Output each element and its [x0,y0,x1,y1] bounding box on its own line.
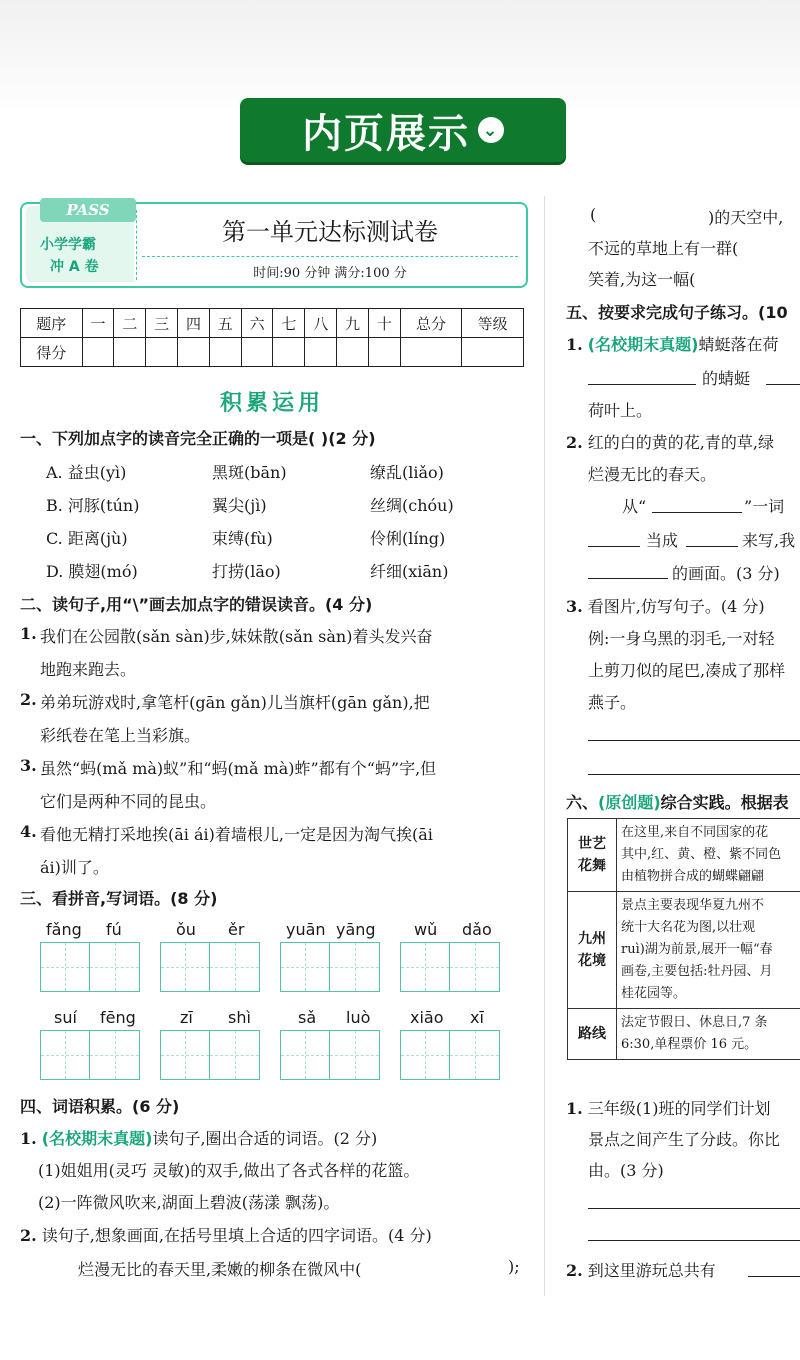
score-cell: 三 [146,309,178,338]
score-input[interactable] [114,338,146,367]
pinyin: ěr [228,920,245,939]
option-c-word-2: 束缚(fù) [212,529,273,548]
fill-sentence: 烂漫无比的春天里,柔嫩的柳条在微风中( [78,1260,362,1279]
item-number: 2. [566,1261,583,1280]
info-text [617,892,800,1009]
item-text: 景点之间产生了分歧。你比 [588,1130,781,1149]
pinyin: zī [180,1008,193,1027]
pinyin: fú [106,920,122,939]
pinyin: yuān [286,920,326,939]
label-line: 世艺 花舞 [578,836,606,874]
info-label [568,819,617,892]
example-text: 燕子。 [588,693,637,712]
example-text: 例:一身乌黑的羽毛,一对轻 [588,629,775,648]
info-text [617,819,800,892]
writing-cell[interactable] [160,1030,210,1080]
item-text: 的蜻蜓 [702,369,751,388]
item-text: 到这里游玩总共有 [587,1261,716,1280]
score-cell: 五 [209,309,241,338]
score-cell: 四 [178,309,210,338]
score-cell: 九 [337,309,369,338]
info-line: 其中,红、黄、橙、紫不同色 [621,847,782,862]
score-cell: 题序 [21,309,83,338]
item-number: 4. [20,822,37,841]
chevron-down-icon[interactable]: ⌄ [478,117,504,143]
writing-cell[interactable] [450,942,500,992]
item-1 [20,1126,377,1149]
item-number: 2. [20,690,37,709]
option-d-word-2: 打捞(lāo) [212,562,281,581]
continued-line: )的天空中, [708,208,784,227]
writing-cell[interactable] [400,942,450,992]
info-label [568,1009,617,1060]
item-text: 的画面。(3 分) [672,564,780,583]
score-input[interactable] [178,338,210,367]
item-text: ”一词 [744,497,785,516]
writing-cell[interactable] [40,1030,90,1080]
sentence-line: 虽然“蚂(mǎ mà)蚁”和“蚂(mǎ mà)蚱”都有个“蚂”字,但 [40,759,437,778]
q5-item-2 [566,430,774,453]
info-line: 画卷,主要包括:牡丹园、月 [621,964,773,979]
pinyin: dǎo [462,920,492,939]
info-line: 6:30,单程票价 16 元。 [621,1037,758,1052]
info-table [567,818,800,1060]
q6-prefix: 六、 [566,793,599,812]
option-b-word-2: 翼尖(jì) [212,496,267,515]
pinyin: wǔ [414,920,438,939]
item-text: 看图片,仿写句子。(4 分) [587,597,765,616]
sentence-line: 地跑来跑去。 [40,660,137,679]
choice-sentence[interactable]: (2)一阵微风吹来,湖面上碧波(荡漾 飘荡)。 [38,1193,340,1212]
answer-line[interactable] [588,1208,800,1209]
option-b[interactable]: B. 河豚(tún) [46,496,140,515]
info-row [568,892,800,1009]
info-line: 在这里,来自不同国家的花 [621,825,769,840]
sentence-line: 它们是两种不同的昆虫。 [40,792,217,811]
info-text [617,1009,800,1060]
pinyin: sǎ [298,1008,317,1027]
score-header-row [21,309,524,338]
continued-line: 不远的草地上有一群( [588,239,739,258]
q5-item-3 [566,594,765,617]
choice-sentence[interactable]: (1)姐姐用(灵巧 灵敏)的双手,做出了各式各样的花篮。 [38,1161,420,1180]
question-3: 三、看拼音,写词语。(8 分) [20,889,218,908]
info-row [568,819,800,892]
exam-title: 第一单元达标测试卷 [222,218,438,246]
item-number: 2. [20,1226,37,1245]
score-label: 得分 [21,338,83,367]
q5-item-1 [566,332,778,355]
writing-cell[interactable] [160,942,210,992]
pinyin: ǒu [176,920,196,939]
question-1: 一、下列加点字的读音完全正确的一项是( )(2 分) [20,429,376,448]
option-a-word-3: 缭乱(liǎo) [370,463,444,482]
score-value-row [21,338,524,367]
option-c[interactable]: C. 距离(jù) [46,529,128,548]
writing-grid [280,1030,380,1080]
writing-cell[interactable] [40,942,90,992]
pinyin: suí [54,1008,77,1027]
score-input[interactable] [400,338,462,367]
sentence-line: 彩纸卷在笔上当彩旗。 [40,726,201,745]
answer-blank[interactable] [748,1276,800,1277]
score-input[interactable] [146,338,178,367]
q6-item-1 [566,1096,770,1119]
source-tag: (名校期末真题) [587,335,699,354]
score-input[interactable] [337,338,369,367]
brand-line-2: 冲 A 卷 [50,259,99,275]
item-number: 1. [20,624,37,643]
option-d-word-3: 纤细(xiān) [370,562,449,581]
writing-grid [160,942,260,992]
pinyin: fǎng [46,920,82,939]
score-table [20,308,524,367]
item-text: 由。(3 分) [588,1161,664,1180]
score-cell: 七 [273,309,305,338]
answer-blank[interactable] [588,546,640,547]
writing-cell[interactable] [400,1030,450,1080]
sentence-line: 我们在公园散(sǎn sàn)步,妹妹散(sǎn sàn)着头发兴奋 [40,627,433,646]
score-input[interactable] [82,338,114,367]
writing-cell[interactable] [210,1030,260,1080]
question-4: 四、词语积累。(6 分) [20,1097,180,1116]
column-divider [544,196,545,1296]
option-d[interactable]: D. 膜翅(mó) [46,562,138,581]
answer-blank[interactable] [686,546,738,547]
continued-line: ( [590,205,597,224]
score-cell: 八 [305,309,337,338]
item-number: 3. [566,597,583,616]
question-2: 二、读句子,用“\”画去加点字的错误读音。(4 分) [20,595,373,614]
brand-line-1: 小学学霸 [40,237,96,253]
answer-blank[interactable] [766,384,800,385]
item-text: 从“ [622,497,647,516]
pinyin: xiāo [410,1008,444,1027]
score-cell: 六 [241,309,273,338]
item-text: 荷叶上。 [588,401,653,420]
writing-cell[interactable] [330,942,380,992]
score-input[interactable] [209,338,241,367]
source-tag: (名校期末真题) [41,1129,153,1148]
answer-blank[interactable] [652,512,742,513]
answer-blank[interactable] [588,384,696,385]
item-text: 烂漫无比的春天。 [588,465,717,484]
info-line: 由植物拼合成的蝴蝶翩翩 [621,869,765,884]
answer-line[interactable] [588,774,800,775]
option-a-word-2: 黑斑(bān) [212,463,287,482]
score-cell: 总分 [400,309,462,338]
item-number: 2. [566,433,583,452]
item-text: 蜻蜓落在荷 [698,335,779,354]
score-input[interactable] [241,338,273,367]
question-6 [566,790,789,813]
info-line: 统十大名花为图,以壮观 [621,920,756,935]
score-cell: 二 [114,309,146,338]
pinyin: yāng [336,920,376,939]
writing-cell[interactable] [450,1030,500,1080]
item-text: 红的白的黄的花,青的草,绿 [587,433,774,452]
score-cell: 一 [82,309,114,338]
writing-grid [400,1030,500,1080]
score-cell: 十 [368,309,400,338]
q6-stem: 综合实践。根据表 [660,793,789,812]
item-text: 读句子,想象画面,在括号里填上合适的四字词语。(4 分) [41,1226,432,1245]
writing-grid [40,1030,140,1080]
section-title: 积累运用 [219,391,324,416]
divider [142,256,518,257]
pinyin: luò [346,1008,371,1027]
writing-cell[interactable] [280,942,330,992]
divider [136,210,137,280]
score-input[interactable] [273,338,305,367]
item-number: 1. [566,1099,583,1118]
writing-grid [280,942,380,992]
option-a[interactable]: A. 益虫(yì) [46,463,127,482]
score-input[interactable] [305,338,337,367]
writing-grid [40,942,140,992]
top-background [0,0,800,112]
pinyin: shì [228,1008,251,1027]
exam-meta: 时间:90 分钟 满分:100 分 [253,266,407,281]
inner-page-banner [240,98,566,162]
answer-line[interactable] [588,740,800,741]
example-text: 上剪刀似的尾巴,凑成了那样 [588,661,786,680]
pinyin: fēng [100,1008,136,1027]
q6-item-2 [566,1258,716,1281]
writing-cell[interactable] [90,942,140,992]
item-2 [20,1223,432,1246]
answer-line[interactable] [588,1240,800,1241]
info-line: 景点主要表现华夏九州不 [621,898,765,913]
option-b-word-3: 丝绸(chóu) [370,496,454,515]
writing-cell[interactable] [280,1030,330,1080]
writing-cell[interactable] [90,1030,140,1080]
item-number: 1. [20,1129,37,1148]
pinyin: xī [470,1008,484,1027]
item-text: 三年级(1)班的同学们计划 [587,1099,771,1118]
info-line: 桂花园等。 [621,986,687,1001]
writing-cell[interactable] [330,1030,380,1080]
info-line: ruì)湖为前景,展开一幅“春 [621,942,773,957]
info-label [568,892,617,1009]
fill-sentence-end: ); [508,1257,520,1276]
sentence-line: 看他无精打采地挨(āi ái)着墙根儿,一定是因为淘气挨(āi [40,825,433,844]
item-number: 1. [566,335,583,354]
item-text: 当成 [646,531,679,550]
score-input[interactable] [462,338,524,367]
banner-title: 内页展示 [302,110,470,157]
question-5: 五、按要求完成句子练习。(10 [566,303,788,322]
writing-cell[interactable] [210,942,260,992]
option-c-word-3: 伶俐(líng) [370,529,446,548]
score-cell: 等级 [462,309,524,338]
pass-logo: PASS [40,198,136,222]
continued-line: 笑着,为这一幅( [588,270,696,289]
answer-blank[interactable] [588,578,668,579]
item-number: 3. [20,756,37,775]
sentence-line: 弟弟玩游戏时,拿笔杆(gān gǎn)儿当旗杆(gān gǎn),把 [40,693,430,712]
info-line: 法定节假日、休息日,7 条 [621,1015,768,1030]
item-text: 来写,我 [742,531,796,550]
sentence-line: ái)训了。 [40,858,109,877]
info-row [568,1009,800,1060]
label-line: 路线 [578,1026,606,1042]
score-input[interactable] [368,338,400,367]
source-tag: (原创题) [598,793,661,812]
label-line: 九州 花境 [578,931,606,969]
item-text: 读句子,圈出合适的词语。(2 分) [152,1129,378,1148]
writing-grid [160,1030,260,1080]
writing-grid [400,942,500,992]
